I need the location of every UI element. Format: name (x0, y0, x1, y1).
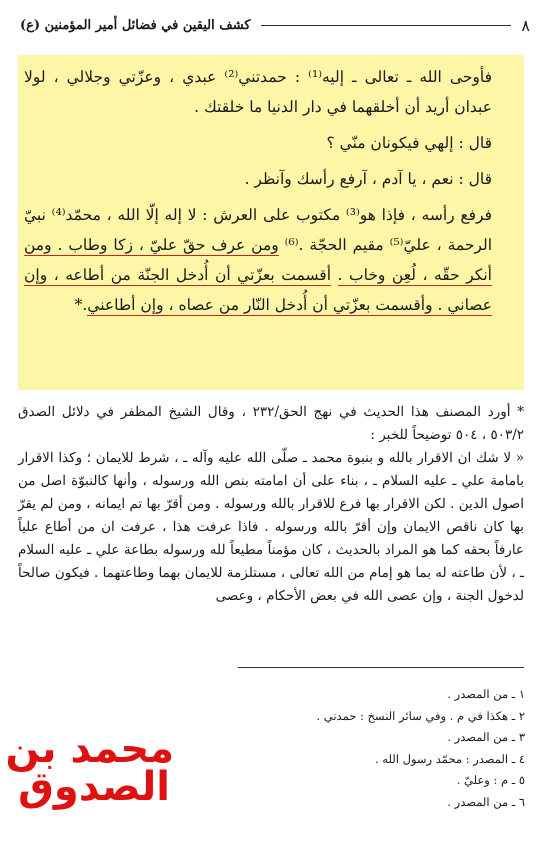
underlined-passage-2: أقسمت بعزّتي أن أُدخل الجنّة من أطاعه ، وإن عصاني . وأقسمت بعزّتي أن أُدخل النّار من عصاه ، وإن أطاعني (24, 266, 492, 314)
footnotes-list (195, 684, 525, 813)
paragraph-adam-question: قال : إلهي فيكونان منّي ؟ (326, 134, 492, 152)
footnote-item: ٦ ـ من المصدر . (447, 794, 525, 809)
inscription-text: فرفع رأسه ، فإذا هو⁽³⁾ مكتوب على العرش : لا إله إلّا الله ، محمّد⁽⁴⁾ نبيّ الرحمة ، عليّ⁽⁵⁾ مقيم الحجّة .⁽⁶⁾ (24, 206, 493, 254)
paragraph-answer: قال : نعم ، يا آدم ، آرفع رأسك وآنظر . (244, 170, 492, 188)
footnote-item: ٤ ـ المصدر : محمّد رسول الله . (374, 751, 525, 766)
underlined-passage-1: ومن عرف حقّ عليّ ، زكا وطاب . ومن أنكر حقّه ، لُعِن وخاب . (24, 236, 492, 284)
paragraph-throne-inscription (24, 200, 518, 320)
footnote-item: ١ ـ من المصدر . (447, 687, 525, 701)
header-rule (261, 25, 512, 26)
note-marker: .* (74, 296, 88, 314)
footnote-item: ٣ ـ من المصدر . (447, 730, 525, 744)
running-header (20, 14, 530, 36)
red-signature-stamp (5, 726, 174, 810)
page-number: ٨ (521, 15, 530, 35)
paragraph-revelation: فأوحى الله ـ تعالى ـ إليه⁽¹⁾ : حمدتني⁽²⁾ عبدي ، وعزّتي وجلالي ، لولا عبدان أريد أن أخلقهما في دار الدنيا ما خلقتك . (24, 68, 492, 116)
note-quotation: « لا شك ان الاقرار بالله و بنبوة محمد ـ صلّى الله عليه وآله ـ ، شرط للايمان ؛ وكذا الاقرار بامامة علي ـ عليه السلام ـ ، بناء على أن امامته بنص الله ورسوله ، وأنها كالنبوّة اصل من اصول الدين . لكن الاقرار بها فرع للاقرار بالله ورسوله . ومن أقرّ بها تم ايمانه ، ومن لم يقرّ بها كان ناقص الايمان وإن أقرّ بالله ورسوله . فاذا عرفت هذا ، عرفت ان من أطاع علياً عارفاً بحقه كما هو المراد بالحديث ، كان مؤمناً مطيعاً لله ورسوله بطاعة علي ـ عليه السلام ـ ، لأن طاعته له بما هو إمام من الله تعالى ، مستلزمة للايمان بهما وطاعتهما . فيكون صالحاً لدخول الجنة ، وإن عصى الله في بعض الأحكام ، وعصى (18, 450, 524, 604)
note-source: * أورد المصنف هذا الحديث في نهج الحق/٢٣٢ ، وقال الشيخ المظفر في دلائل الصدق ٥٠٣/٢ ، ٥٠٤ توضيحاً للخبر : (18, 404, 524, 443)
book-title: كشف اليقين في فضائل أمير المؤمنين (ع) (20, 17, 251, 33)
commentary-note (18, 401, 524, 608)
stamp-line-2: الصدوق (18, 764, 170, 810)
footnote-separator (238, 667, 524, 668)
main-text (24, 62, 518, 320)
footnote-item: ٢ ـ هكذا في م . وفي سائر النسخ : حمدني . (316, 708, 525, 723)
footnote-item: ٥ ـ م : وعليّ . (456, 773, 525, 787)
stamp-line-1: محمد بن (5, 726, 174, 772)
